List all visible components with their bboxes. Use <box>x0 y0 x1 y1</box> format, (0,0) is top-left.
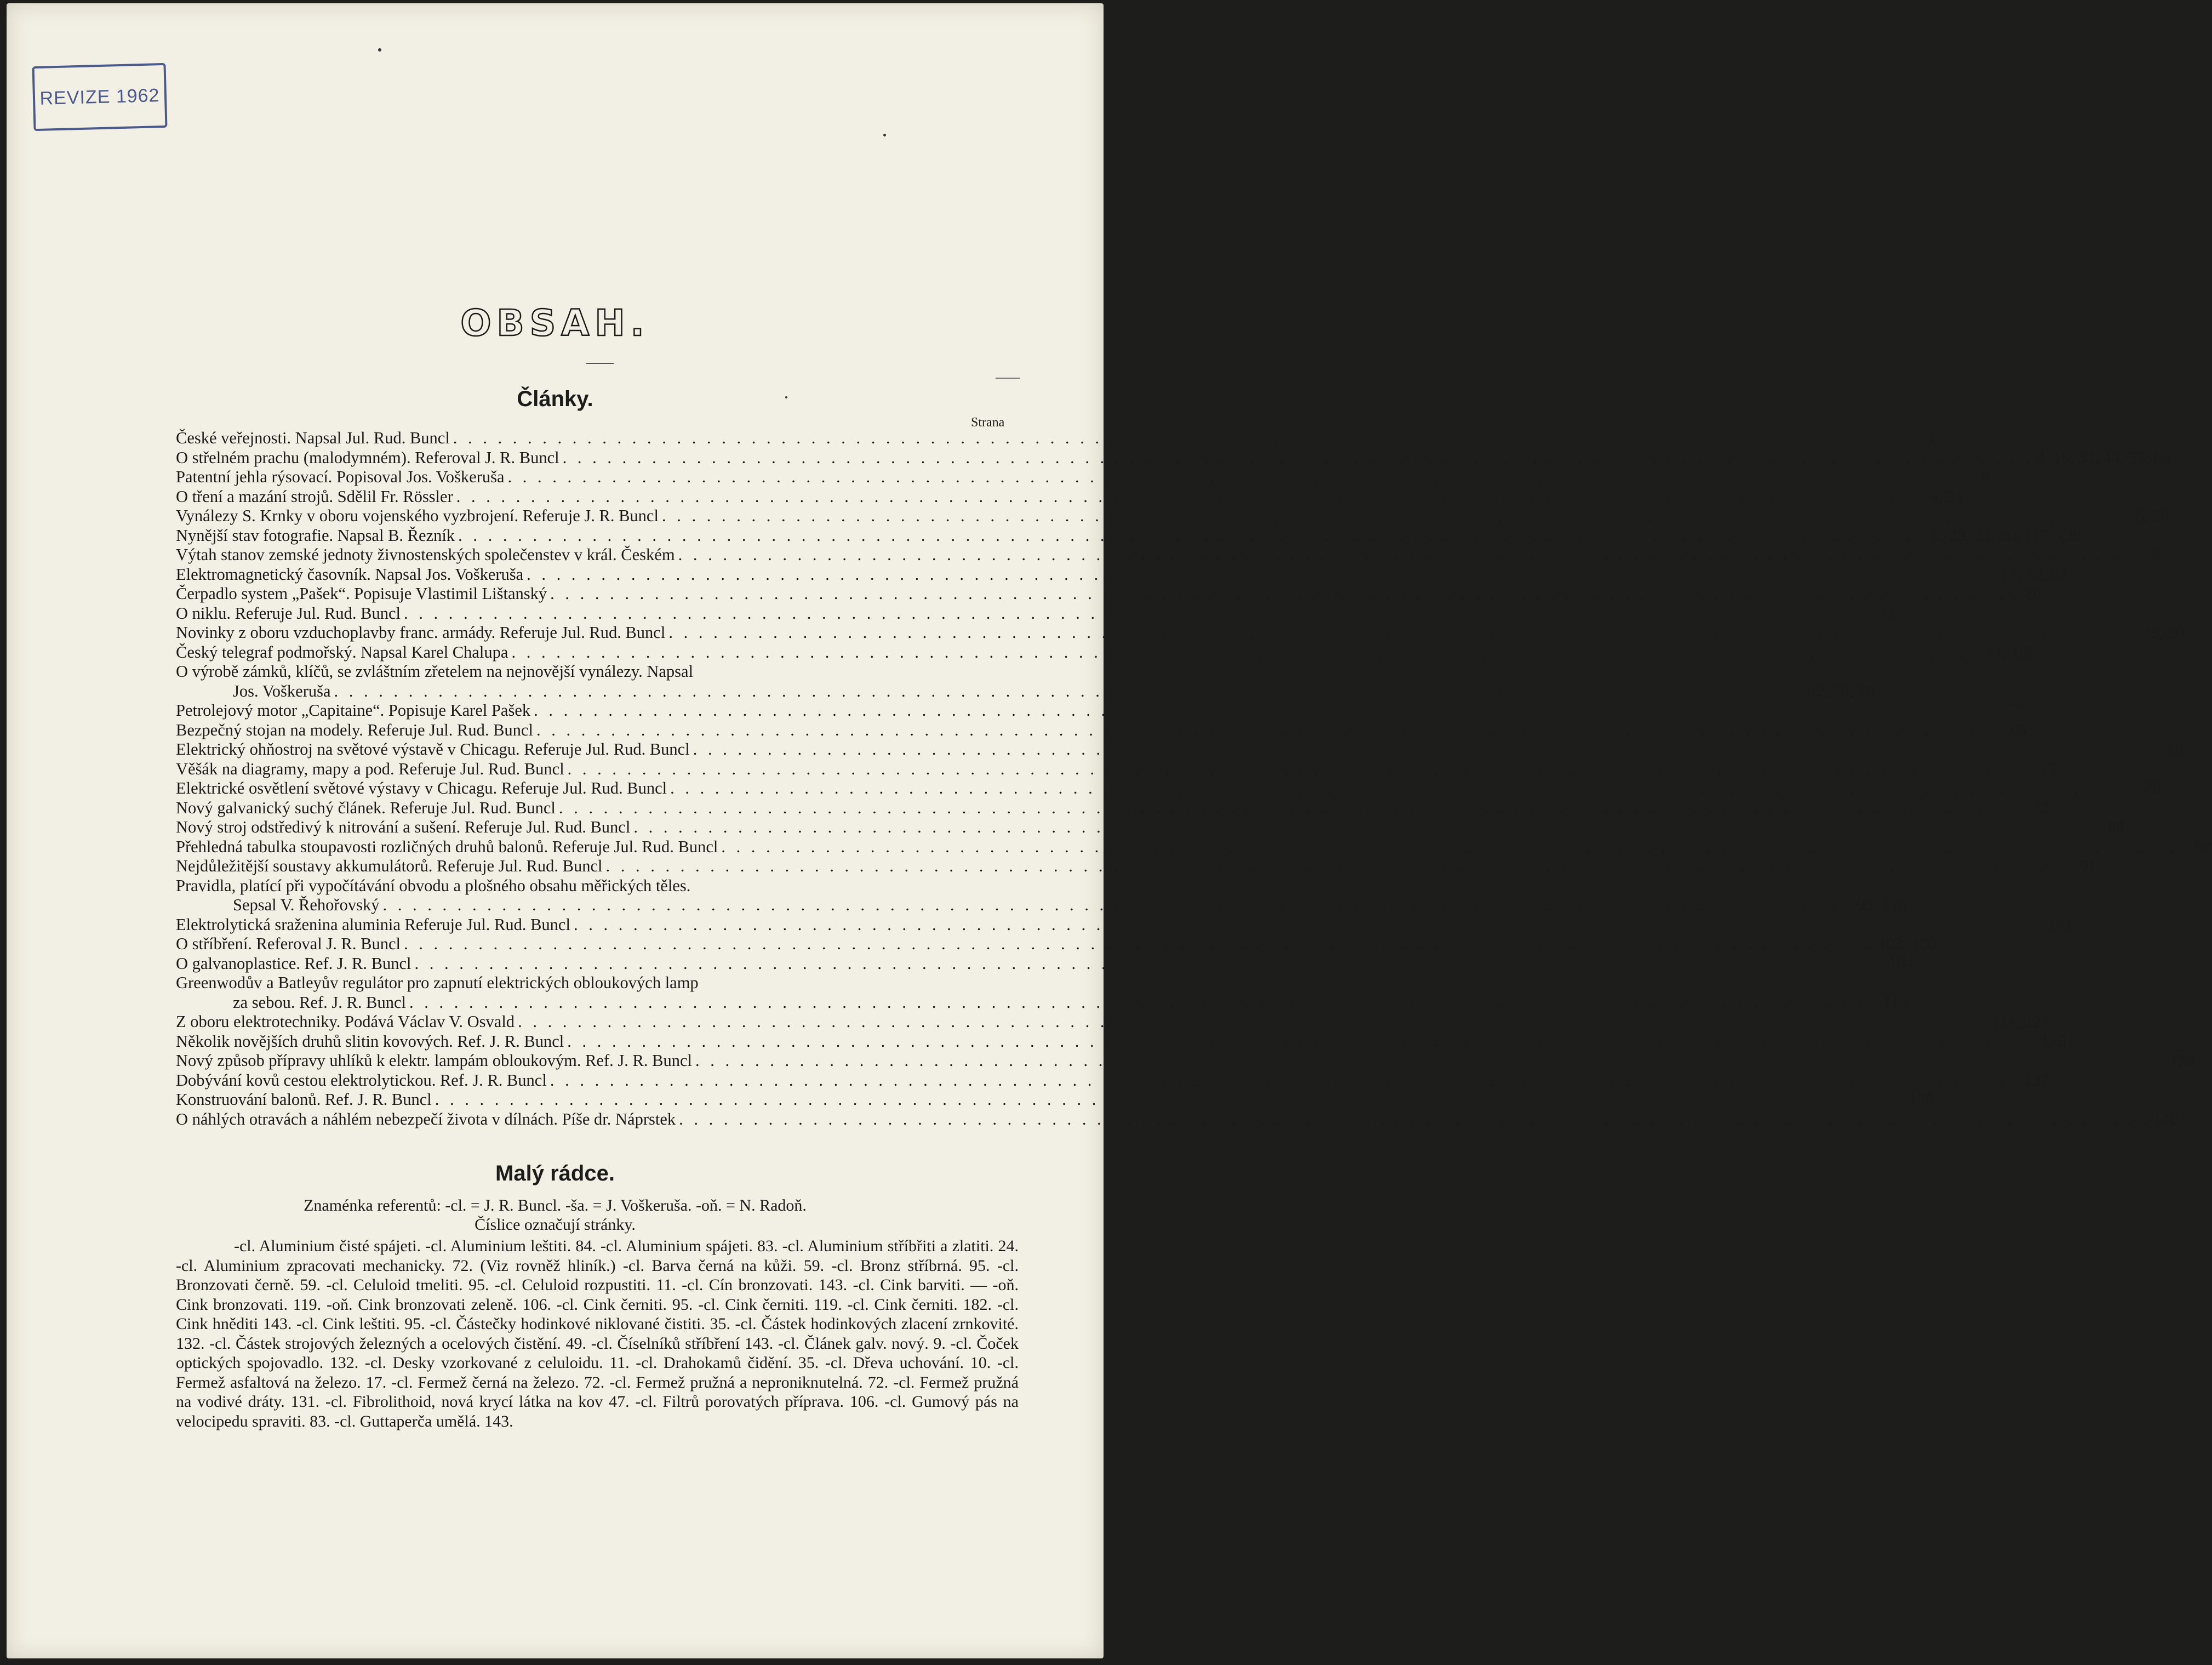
toc-entry-pages: 79 <box>2144 779 2161 797</box>
toc-entry-pages: 114, 127 <box>1992 1012 2050 1031</box>
toc-entry-pages: 101 <box>2048 915 2073 934</box>
toc-entry-pages: 68 <box>2167 740 2184 759</box>
toc-entry-title: Z oboru elektrotechniky. Podává Václav V. Osvald <box>176 1012 515 1031</box>
toc-entry <box>176 487 1964 507</box>
print-speck <box>378 48 381 52</box>
dot-leader <box>331 682 1808 702</box>
toc-entry <box>176 526 2082 546</box>
toc-entry-title: Nový stroj odstředivý k nitrování a sušení. Referuje Jul. Rud. Buncl <box>176 818 631 836</box>
dot-leader <box>379 896 1856 915</box>
toc-entry-title: O stříbření. Referoval J. R. Buncl <box>176 934 401 953</box>
referent-legend-line: Znaménka referentů: -cl. = J. R. Buncl. -ša. = J. Voškeruša. -oň. = N. Radoň. <box>304 1196 807 1214</box>
toc-entry-title: Dobývání kovů cestou elektrolytickou. Ref. J. R. Buncl <box>176 1070 547 1090</box>
toc-entry-title: O galvanoplastice. Ref. J. R. Buncl <box>176 954 411 973</box>
toc-entry-title: Nejdůležitější soustavy akkumulátorů. Referuje Jul. Rud. Buncl <box>176 857 603 875</box>
toc-entry-pages: 104 <box>1888 954 1914 973</box>
toc-entry <box>176 623 2185 643</box>
toc-entry-title: Nový galvanický suchý článek. Referuje Jul. Rud. Buncl <box>176 798 556 817</box>
toc-entry <box>176 448 2170 468</box>
toc-entry-continuation: za sebou. Ref. J. R. Buncl <box>233 993 406 1012</box>
toc-entry-title: Pravidla, platící při vypočítávání obvodu a plošného obsahu měřických těles. <box>176 876 691 895</box>
dot-leader <box>659 506 2136 526</box>
toc-entry-title: Výtah stanov zemské jednoty živnostenských společenstev v král. Českém <box>176 545 675 564</box>
toc-entry-title: Nynější stav fotografie. Napsal B. Řezník <box>176 526 455 545</box>
dot-leader <box>455 526 1932 546</box>
toc-entry-pages: 53 <box>2008 701 2025 720</box>
toc-entry <box>176 837 2212 857</box>
toc-entry-pages: 17, 30, 67 <box>2000 564 2068 584</box>
toc-entry-pages: 91 <box>2079 857 2097 875</box>
toc-entry-title: O niklu. Referuje Jul. Rud. Buncl <box>176 603 401 623</box>
toc-entry-pages: 82 <box>2033 798 2050 817</box>
dot-leader <box>564 1032 2041 1052</box>
maly-radce-text: -cl. Aluminium čisté spájeti. -cl. Aluminium leštiti. 84. -cl. Aluminium spájeti. 83. -cl. Aluminium stříbřiti a zlatiti. 24. -cl. Aluminium zpracovati mechanicky. 72. (Viz rovněž hliník.) -cl. Barva černá na kůži. 59. -cl. Bronz stříbrná. 95. -cl. Bronzovati černě. 59. -cl. Celuloid tmeliti. 95. -cl. Celuloid rozpustiti. 11. -cl. Cín bronzovati. 143. -cl. Cink barviti. — -oň. Cink bronzovati. 119. -oň. Cink bronzovati zeleně. 106. -cl. Cink černiti. 95. -cl. Cink černiti. 119. -cl. Cink černiti. 182. -cl. Cink hněditi 143. -cl. Cink leštiti. 95. -cl. Částečky hodinkové niklované čistiti. 35. -cl. Částek hodinkových zlacení zrnkovité. 132. -cl. Částek strojových železných a ocelových čistění. 49. -cl. Číselníků stříbření 143. -cl. Článek galv. nový. 9. -cl. Čoček optických spojovadlo. 132. -cl. Desky vzorkované z celuloidu. 11. -cl. Drahokamů čidění. 35. -cl. Dřeva uchování. 10. -cl. Fermež asfaltová na železo. 17. -cl. Fermež černá na železo. 72. -cl. Fermež pružná a neproniknutelná. 72. -cl. Fermež pružná na vodivé dráty. 131. -cl. Fibrolithoid, nová krycí látka na kov 47. -cl. Filtrů porovatých příprava. 106. -cl. Gumový pás na velocipedu spraviti. 83. -cl. Guttaperča umělá. 143. <box>176 1237 1019 1430</box>
toc-entry-pages: 4, 31 <box>1930 487 1964 506</box>
toc-entry <box>176 779 2161 799</box>
toc-entry <box>176 1051 2194 1071</box>
dot-leader <box>515 1012 1992 1032</box>
dot-leader <box>547 584 2024 604</box>
toc-entry-title: Čerpadlo system „Pašek“. Popisuje Vlastimil Lištanský <box>176 584 547 603</box>
toc-entry-pages: 8 <box>2152 545 2160 564</box>
toc-entry-title: Elektromagnetický časovník. Napsal Jos. Voškeruša <box>176 564 524 584</box>
toc-entry-continuation: Jos. Voškeruša <box>233 681 331 700</box>
toc-entry-title: Věšák na diagramy, mapy a pod. Referuje Jul. Rud. Buncl <box>176 759 564 778</box>
dot-leader <box>505 467 1982 487</box>
dot-leader <box>602 857 2079 876</box>
toc-entry-title: Elektrický ohňostroj na světové výstavě v Chicagu. Referuje Jul. Rud. Buncl <box>176 740 690 759</box>
toc-entry-pages: 29, 80 <box>2142 623 2185 642</box>
dot-leader <box>559 448 2037 468</box>
toc-entry-pages: 22 <box>1878 603 1895 623</box>
toc-entry-title: Petrolejový motor „Capitaine“. Popisuje Karel Pašek <box>176 701 531 720</box>
toc-entry-pages: 128 <box>2041 1031 2067 1051</box>
dot-leader <box>411 954 1888 974</box>
dot-leader <box>530 701 2008 721</box>
dot-leader <box>692 1051 2169 1071</box>
toc-entry <box>176 506 2170 526</box>
dot-leader <box>690 740 2167 760</box>
toc-entry <box>176 954 1914 974</box>
toc-entry <box>176 642 2036 663</box>
toc-entry <box>176 740 2184 760</box>
toc-entry-pages: 5, 58 <box>2136 506 2170 525</box>
toc-entry-pages: 89 <box>2107 818 2124 836</box>
toc-entry <box>176 1031 2067 1052</box>
toc-entry <box>176 1070 2049 1091</box>
toc-entry-title: O tření a mazání strojů. Sdělil Fr. Rössler <box>176 487 453 506</box>
dot-leader <box>564 760 2042 779</box>
margin-mark <box>996 378 1020 379</box>
referent-legend <box>7 1196 1104 1234</box>
toc-entry-pages: 103, 130 <box>1878 934 1936 953</box>
toc-entry <box>176 564 2068 585</box>
toc-entry-title: Český telegraf podmořský. Napsal Karel Chalupa <box>176 642 508 662</box>
dot-leader <box>718 837 2195 857</box>
toc-entry <box>176 681 1875 702</box>
dot-leader <box>508 643 1985 663</box>
toc-entry <box>176 701 2025 721</box>
dot-leader <box>675 545 2152 565</box>
toc-entry-title: O střelném prachu (malodymném). Referoval J. R. Buncl <box>176 448 559 467</box>
toc-entry-pages: 139 <box>1908 1090 1934 1109</box>
toc-entry-pages: 1 <box>1927 429 1936 447</box>
dot-leader <box>401 604 1878 624</box>
toc-entry-pages: 65 <box>2010 720 2027 739</box>
maly-radce-heading: Malý rádce. <box>495 1161 615 1185</box>
dot-leader <box>556 799 2033 818</box>
toc-entry <box>176 545 2160 565</box>
toc-entry-title: Greenwodův a Batleyův regulátor pro zapnutí elektrických obloukových lamp <box>176 973 699 992</box>
print-speck <box>883 134 886 136</box>
toc-entry <box>176 1109 2179 1130</box>
revision-stamp: REVIZE 1962 <box>32 63 167 131</box>
toc-entry-pages: 2, 19, 32, 44, 55, 69 <box>2036 448 2170 467</box>
dot-leader <box>450 429 1927 448</box>
toc-entry <box>176 759 2059 779</box>
toc-entry-pages: 42, 56, 78 <box>1808 681 1875 700</box>
dot-leader <box>406 993 1883 1013</box>
dot-leader <box>401 934 1878 954</box>
toc-entry-title: Elektrolytická sraženina aluminia Referuje Jul. Rud. Buncl <box>176 915 570 934</box>
dot-leader <box>630 818 2107 837</box>
page-title: OBSAH. <box>460 302 650 344</box>
dot-leader <box>533 721 2010 740</box>
dot-leader <box>547 1071 2024 1091</box>
toc-entry-pages: 41, 102 <box>1985 642 2036 662</box>
toc-entry-pages: 93, 116 <box>1856 896 1906 914</box>
page-numbers-note: Číslice označují stránky. <box>475 1216 636 1234</box>
dot-leader <box>570 915 2048 935</box>
print-speck <box>785 396 787 398</box>
toc-entry <box>176 857 2097 876</box>
toc-entry-pages: 6, 23, 43, 80, 117, 129 <box>1932 526 2082 545</box>
toc-entry <box>176 720 2027 740</box>
toc-entry-title: Vynálezy S. Krnky v oboru vojenského vyzbrojení. Referuje J. R. Buncl <box>176 506 659 525</box>
dot-leader <box>432 1090 1909 1110</box>
toc-entry <box>176 1090 1934 1110</box>
title-divider <box>586 363 614 364</box>
toc-entry-title: O výrobě zámků, klíčů, se zvláštním zřetelem na nejnovější vynálezy. Napsal <box>176 662 694 681</box>
toc-entry-pages: 113 <box>1883 993 1908 1012</box>
toc-entry-title: Přehledná tabulka stoupavosti rozličných druhů balonů. Referuje Jul. Rud. Buncl <box>176 837 718 856</box>
clanky-heading: Články. <box>517 387 593 411</box>
page-sheet <box>7 3 2212 1658</box>
toc-entry <box>176 915 2073 935</box>
toc-entry-pages: 138 <box>2169 1051 2194 1070</box>
toc-entry <box>176 467 1990 487</box>
toc-entry-pages: 8 <box>1981 467 1990 486</box>
toc-entry-pages: 90 <box>2195 837 2212 856</box>
toc-entry-continuation: Sepsal V. Řehořovský <box>233 896 380 914</box>
toc-entry-title: Bezpečný stojan na modely. Referuje Jul. Rud. Buncl <box>176 720 533 739</box>
table-of-contents <box>176 429 2212 1129</box>
toc-entry-pages: 20 <box>2024 584 2041 603</box>
toc-entry <box>176 818 2124 837</box>
toc-entry <box>176 798 2050 818</box>
toc-entry-title: České veřejnosti. Napsal Jul. Rud. Buncl <box>176 429 450 447</box>
toc-entry-title: Elektrické osvětlení světové výstavy v Chicagu. Referuje Jul. Rud. Buncl <box>176 779 667 797</box>
dot-leader <box>667 779 2144 799</box>
toc-entry-title: Konstruování balonů. Ref. J. R. Buncl <box>176 1090 432 1109</box>
toc-entry <box>176 603 1895 624</box>
toc-entry <box>176 1012 2050 1032</box>
toc-entry-title: Několik novějších druhů slitin kovových. Ref. J. R. Buncl <box>176 1031 564 1051</box>
toc-entry-pages: 137 <box>2024 1070 2049 1090</box>
dot-leader <box>453 487 1930 507</box>
toc-entry-title: Patentní jehla rýsovací. Popisoval Jos. Voškeruša <box>176 467 505 486</box>
strana-label: Strana <box>971 415 1005 430</box>
toc-entry <box>176 934 1936 954</box>
toc-entry-title: O náhlých otravách a náhlém nebezpečí života v dílnách. Píše dr. Náprstek <box>176 1109 676 1128</box>
dot-leader <box>523 565 2000 585</box>
toc-entry <box>176 429 1936 448</box>
toc-entry <box>176 896 1906 915</box>
toc-entry-title: Novinky z oboru vzduchoplavby franc. armády. Referuje Jul. Rud. Buncl <box>176 623 666 642</box>
dot-leader <box>665 623 2142 643</box>
toc-entry-title: Nový způsob přípravy uhlíků k elektr. lampám obloukovým. Ref. J. R. Buncl <box>176 1051 693 1070</box>
toc-entry <box>176 993 1908 1013</box>
dot-leader <box>676 1110 2153 1130</box>
toc-entry <box>176 584 2041 604</box>
toc-entry-pages: 77 <box>2041 759 2059 778</box>
toc-entry-pages: 140 <box>2153 1109 2179 1128</box>
